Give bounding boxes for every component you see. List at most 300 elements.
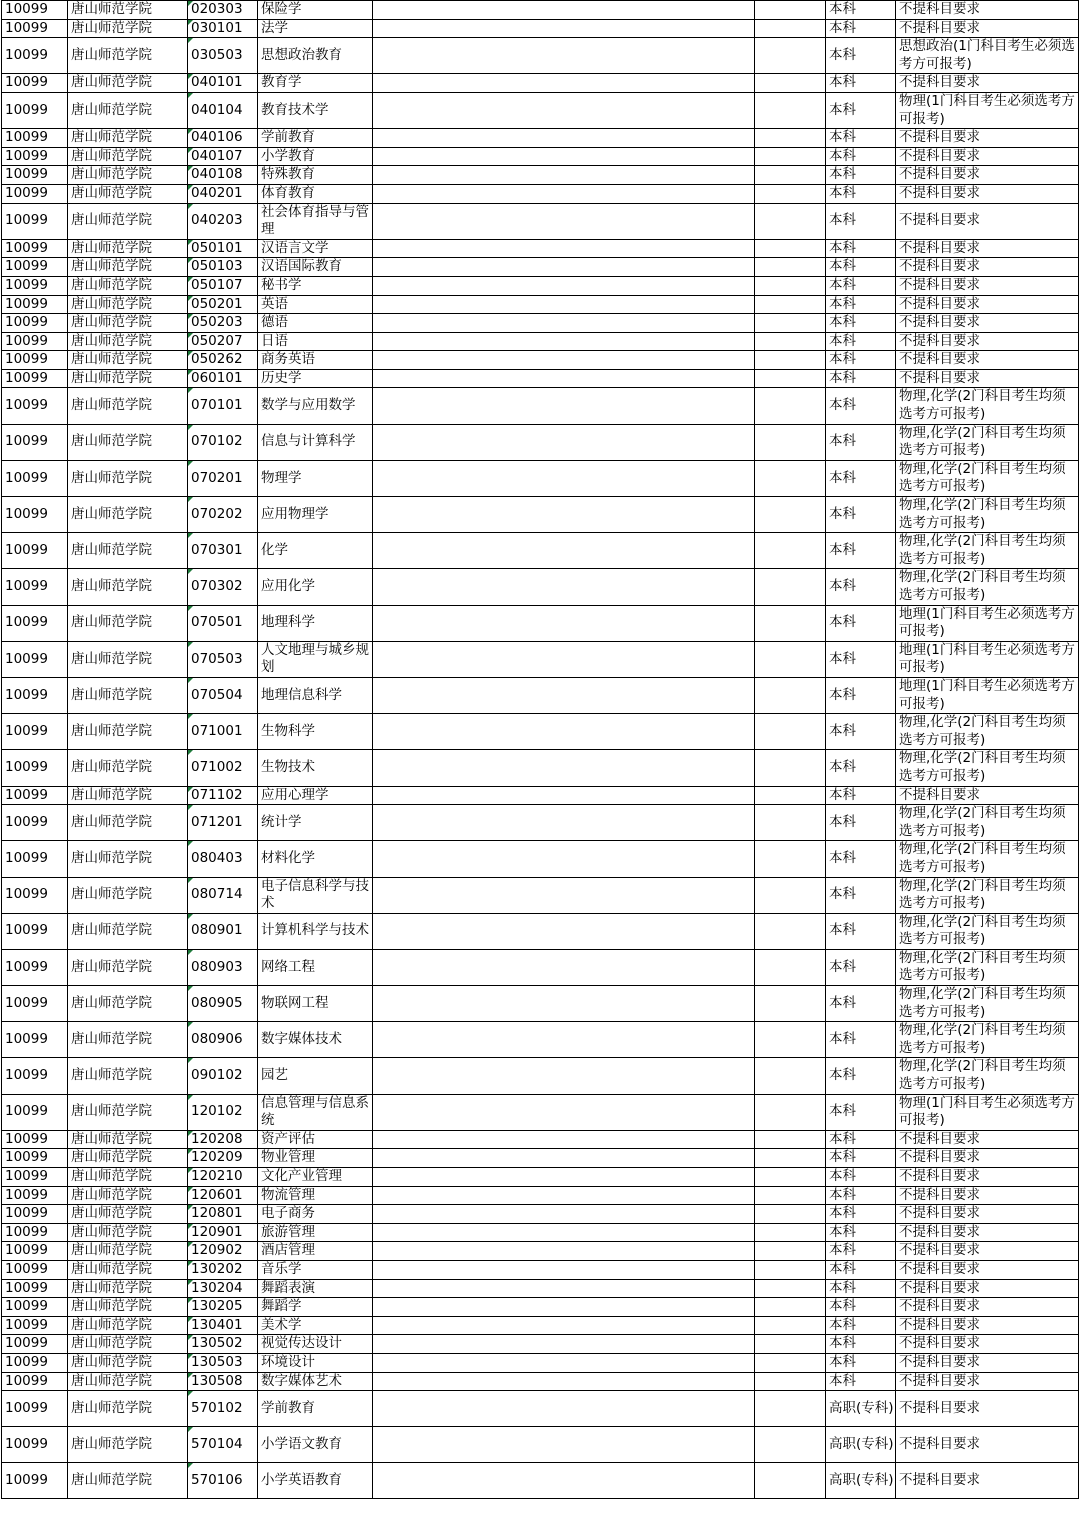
major-name-cell: 化学 <box>258 533 373 569</box>
major-name-cell: 数字媒体艺术 <box>258 1372 373 1391</box>
level-cell: 本科 <box>826 1353 896 1372</box>
requirement-cell: 物理,化学(2门科目考生均须选考方可报考) <box>896 1058 1079 1094</box>
table-row <box>2 184 1079 203</box>
school-code-cell: 10099 <box>2 1316 68 1335</box>
level-cell: 本科 <box>826 497 896 533</box>
major-code-cell: 040106 <box>188 129 258 148</box>
school-code-cell: 10099 <box>2 258 68 277</box>
requirement-cell: 不提科目要求 <box>896 1260 1079 1279</box>
school-code-cell: 10099 <box>2 19 68 38</box>
level-cell: 本科 <box>826 841 896 877</box>
school-name-cell: 唐山师范学院 <box>68 1372 188 1391</box>
requirement-cell: 不提科目要求 <box>896 1242 1079 1261</box>
major-name-cell: 音乐学 <box>258 1260 373 1279</box>
table-row <box>2 1279 1079 1298</box>
major-name-cell: 特殊教育 <box>258 166 373 185</box>
table-row <box>2 1223 1079 1242</box>
table-row <box>2 1335 1079 1354</box>
level-cell: 本科 <box>826 533 896 569</box>
major-name-cell: 材料化学 <box>258 841 373 877</box>
blank-cell <box>373 1463 755 1499</box>
school-name-cell: 唐山师范学院 <box>68 314 188 333</box>
major-code-cell: 120901 <box>188 1223 258 1242</box>
table-row <box>2 913 1079 949</box>
table-row <box>2 569 1079 605</box>
blank-cell <box>373 129 755 148</box>
blank-cell-2 <box>755 986 826 1022</box>
level-cell: 本科 <box>826 677 896 713</box>
table-row <box>2 1316 1079 1335</box>
table-row <box>2 533 1079 569</box>
major-name-cell: 美术学 <box>258 1316 373 1335</box>
requirement-cell: 不提科目要求 <box>896 1168 1079 1187</box>
blank-cell <box>373 605 755 641</box>
major-code-cell: 071001 <box>188 714 258 750</box>
requirement-cell: 不提科目要求 <box>896 351 1079 370</box>
level-cell: 本科 <box>826 877 896 913</box>
major-code-cell: 071201 <box>188 805 258 841</box>
blank-cell <box>373 805 755 841</box>
school-code-cell: 10099 <box>2 1205 68 1224</box>
blank-cell-2 <box>755 147 826 166</box>
major-name-cell: 舞蹈表演 <box>258 1279 373 1298</box>
table-row <box>2 1130 1079 1149</box>
level-cell: 本科 <box>826 239 896 258</box>
requirement-cell: 不提科目要求 <box>896 166 1079 185</box>
blank-cell-2 <box>755 1223 826 1242</box>
major-name-cell: 物理学 <box>258 460 373 496</box>
table-row <box>2 1022 1079 1058</box>
school-code-cell: 10099 <box>2 786 68 805</box>
blank-cell <box>373 1205 755 1224</box>
blank-cell <box>373 1298 755 1317</box>
blank-cell-2 <box>755 805 826 841</box>
requirement-cell: 物理,化学(2门科目考生均须选考方可报考) <box>896 949 1079 985</box>
level-cell: 本科 <box>826 424 896 460</box>
blank-cell-2 <box>755 38 826 74</box>
major-code-cell: 080403 <box>188 841 258 877</box>
major-code-cell: 040101 <box>188 74 258 93</box>
school-code-cell: 10099 <box>2 1427 68 1463</box>
major-code-cell: 570104 <box>188 1427 258 1463</box>
school-name-cell: 唐山师范学院 <box>68 1298 188 1317</box>
school-code-cell: 10099 <box>2 332 68 351</box>
school-name-cell: 唐山师范学院 <box>68 805 188 841</box>
school-code-cell: 10099 <box>2 276 68 295</box>
requirement-cell: 不提科目要求 <box>896 1186 1079 1205</box>
blank-cell <box>373 239 755 258</box>
requirement-cell: 物理,化学(2门科目考生均须选考方可报考) <box>896 460 1079 496</box>
school-code-cell: 10099 <box>2 295 68 314</box>
blank-cell <box>373 351 755 370</box>
school-name-cell: 唐山师范学院 <box>68 184 188 203</box>
blank-cell <box>373 497 755 533</box>
major-name-cell: 统计学 <box>258 805 373 841</box>
school-code-cell: 10099 <box>2 129 68 148</box>
blank-cell <box>373 1335 755 1354</box>
blank-cell <box>373 569 755 605</box>
level-cell: 本科 <box>826 295 896 314</box>
major-name-cell: 地理科学 <box>258 605 373 641</box>
table-row <box>2 1058 1079 1094</box>
school-name-cell: 唐山师范学院 <box>68 913 188 949</box>
blank-cell <box>373 1391 755 1427</box>
major-code-cell: 030503 <box>188 38 258 74</box>
blank-cell <box>373 460 755 496</box>
school-name-cell: 唐山师范学院 <box>68 1149 188 1168</box>
major-code-cell: 080901 <box>188 913 258 949</box>
school-name-cell: 唐山师范学院 <box>68 641 188 677</box>
major-code-cell: 050101 <box>188 239 258 258</box>
major-name-cell: 汉语言文学 <box>258 239 373 258</box>
level-cell: 本科 <box>826 351 896 370</box>
school-code-cell: 10099 <box>2 1 68 20</box>
school-name-cell: 唐山师范学院 <box>68 1463 188 1499</box>
major-name-cell: 酒店管理 <box>258 1242 373 1261</box>
school-name-cell: 唐山师范学院 <box>68 1427 188 1463</box>
school-name-cell: 唐山师范学院 <box>68 74 188 93</box>
major-code-cell: 120801 <box>188 1205 258 1224</box>
major-code-cell: 130204 <box>188 1279 258 1298</box>
major-code-cell: 080903 <box>188 949 258 985</box>
requirement-cell: 不提科目要求 <box>896 786 1079 805</box>
requirement-cell: 物理,化学(2门科目考生均须选考方可报考) <box>896 497 1079 533</box>
blank-cell <box>373 1353 755 1372</box>
level-cell: 本科 <box>826 332 896 351</box>
school-code-cell: 10099 <box>2 1149 68 1168</box>
major-name-cell: 应用心理学 <box>258 786 373 805</box>
table-row <box>2 497 1079 533</box>
level-cell: 本科 <box>826 641 896 677</box>
blank-cell <box>373 986 755 1022</box>
major-name-cell: 电子商务 <box>258 1205 373 1224</box>
table-row <box>2 1 1079 20</box>
table-row <box>2 841 1079 877</box>
school-name-cell: 唐山师范学院 <box>68 1335 188 1354</box>
school-name-cell: 唐山师范学院 <box>68 92 188 128</box>
requirement-cell: 不提科目要求 <box>896 1463 1079 1499</box>
blank-cell-2 <box>755 1298 826 1317</box>
school-name-cell: 唐山师范学院 <box>68 1353 188 1372</box>
blank-cell-2 <box>755 424 826 460</box>
table-row <box>2 1242 1079 1261</box>
major-code-cell: 120102 <box>188 1094 258 1130</box>
blank-cell-2 <box>755 641 826 677</box>
table-row <box>2 877 1079 913</box>
blank-cell-2 <box>755 332 826 351</box>
school-code-cell: 10099 <box>2 38 68 74</box>
blank-cell-2 <box>755 841 826 877</box>
table-row <box>2 92 1079 128</box>
major-name-cell: 法学 <box>258 19 373 38</box>
major-name-cell: 社会体育指导与管理 <box>258 203 373 239</box>
blank-cell-2 <box>755 605 826 641</box>
major-name-cell: 教育技术学 <box>258 92 373 128</box>
major-code-cell: 130502 <box>188 1335 258 1354</box>
level-cell: 本科 <box>826 1298 896 1317</box>
school-code-cell: 10099 <box>2 497 68 533</box>
requirement-cell: 地理(1门科目考生必须选考方可报考) <box>896 641 1079 677</box>
blank-cell <box>373 295 755 314</box>
school-code-cell: 10099 <box>2 1372 68 1391</box>
blank-cell <box>373 258 755 277</box>
major-code-cell: 070302 <box>188 569 258 605</box>
requirement-cell: 不提科目要求 <box>896 1223 1079 1242</box>
level-cell: 本科 <box>826 1372 896 1391</box>
table-row <box>2 677 1079 713</box>
school-code-cell: 10099 <box>2 1130 68 1149</box>
major-name-cell: 物流管理 <box>258 1186 373 1205</box>
school-name-cell: 唐山师范学院 <box>68 786 188 805</box>
blank-cell-2 <box>755 569 826 605</box>
major-name-cell: 汉语国际教育 <box>258 258 373 277</box>
major-name-cell: 旅游管理 <box>258 1223 373 1242</box>
major-code-cell: 130503 <box>188 1353 258 1372</box>
level-cell: 本科 <box>826 184 896 203</box>
requirement-cell: 不提科目要求 <box>896 239 1079 258</box>
school-code-cell: 10099 <box>2 986 68 1022</box>
table-row <box>2 1260 1079 1279</box>
level-cell: 本科 <box>826 605 896 641</box>
major-name-cell: 学前教育 <box>258 1391 373 1427</box>
requirement-cell: 不提科目要求 <box>896 369 1079 388</box>
major-code-cell: 080906 <box>188 1022 258 1058</box>
major-code-cell: 080905 <box>188 986 258 1022</box>
blank-cell <box>373 1279 755 1298</box>
blank-cell <box>373 92 755 128</box>
major-name-cell: 舞蹈学 <box>258 1298 373 1317</box>
major-code-cell: 130205 <box>188 1298 258 1317</box>
table-row <box>2 1427 1079 1463</box>
major-name-cell: 信息与计算科学 <box>258 424 373 460</box>
blank-cell-2 <box>755 1022 826 1058</box>
requirement-cell: 不提科目要求 <box>896 332 1079 351</box>
blank-cell-2 <box>755 74 826 93</box>
school-code-cell: 10099 <box>2 1186 68 1205</box>
blank-cell-2 <box>755 1391 826 1427</box>
blank-cell-2 <box>755 1242 826 1261</box>
table-row <box>2 1205 1079 1224</box>
major-name-cell: 学前教育 <box>258 129 373 148</box>
level-cell: 本科 <box>826 750 896 786</box>
level-cell: 本科 <box>826 460 896 496</box>
blank-cell <box>373 714 755 750</box>
blank-cell <box>373 1223 755 1242</box>
level-cell: 本科 <box>826 369 896 388</box>
major-name-cell: 商务英语 <box>258 351 373 370</box>
school-code-cell: 10099 <box>2 1463 68 1499</box>
requirement-cell: 物理,化学(2门科目考生均须选考方可报考) <box>896 750 1079 786</box>
major-code-cell: 570106 <box>188 1463 258 1499</box>
school-code-cell: 10099 <box>2 239 68 258</box>
blank-cell <box>373 1094 755 1130</box>
major-code-cell: 120902 <box>188 1242 258 1261</box>
school-code-cell: 10099 <box>2 1094 68 1130</box>
school-name-cell: 唐山师范学院 <box>68 351 188 370</box>
requirement-cell: 不提科目要求 <box>896 19 1079 38</box>
level-cell: 本科 <box>826 786 896 805</box>
blank-cell-2 <box>755 533 826 569</box>
level-cell: 本科 <box>826 1058 896 1094</box>
requirement-cell: 物理(1门科目考生必须选考方可报考) <box>896 1094 1079 1130</box>
major-code-cell: 070501 <box>188 605 258 641</box>
table-row <box>2 129 1079 148</box>
major-name-cell: 园艺 <box>258 1058 373 1094</box>
blank-cell-2 <box>755 1372 826 1391</box>
table-row <box>2 1463 1079 1499</box>
blank-cell-2 <box>755 239 826 258</box>
requirement-cell: 不提科目要求 <box>896 147 1079 166</box>
school-name-cell: 唐山师范学院 <box>68 460 188 496</box>
school-code-cell: 10099 <box>2 533 68 569</box>
blank-cell <box>373 1022 755 1058</box>
school-name-cell: 唐山师范学院 <box>68 424 188 460</box>
major-code-cell: 050107 <box>188 276 258 295</box>
table-row <box>2 147 1079 166</box>
school-code-cell: 10099 <box>2 424 68 460</box>
table-row <box>2 166 1079 185</box>
school-code-cell: 10099 <box>2 805 68 841</box>
major-name-cell: 网络工程 <box>258 949 373 985</box>
major-name-cell: 物业管理 <box>258 1149 373 1168</box>
blank-cell-2 <box>755 258 826 277</box>
blank-cell <box>373 369 755 388</box>
school-name-cell: 唐山师范学院 <box>68 497 188 533</box>
table-row <box>2 605 1079 641</box>
school-code-cell: 10099 <box>2 388 68 424</box>
blank-cell <box>373 750 755 786</box>
level-cell: 本科 <box>826 92 896 128</box>
school-code-cell: 10099 <box>2 1260 68 1279</box>
blank-cell <box>373 314 755 333</box>
requirement-cell: 思想政治(1门科目考生必须选考方可报考) <box>896 38 1079 74</box>
blank-cell-2 <box>755 877 826 913</box>
requirement-cell: 不提科目要求 <box>896 129 1079 148</box>
level-cell: 本科 <box>826 1242 896 1261</box>
school-name-cell: 唐山师范学院 <box>68 1260 188 1279</box>
school-name-cell: 唐山师范学院 <box>68 533 188 569</box>
level-cell: 本科 <box>826 1205 896 1224</box>
blank-cell-2 <box>755 129 826 148</box>
blank-cell <box>373 147 755 166</box>
blank-cell-2 <box>755 1168 826 1187</box>
major-name-cell: 德语 <box>258 314 373 333</box>
school-name-cell: 唐山师范学院 <box>68 388 188 424</box>
school-code-cell: 10099 <box>2 166 68 185</box>
level-cell: 本科 <box>826 388 896 424</box>
requirement-cell: 物理,化学(2门科目考生均须选考方可报考) <box>896 913 1079 949</box>
level-cell: 本科 <box>826 1130 896 1149</box>
major-name-cell: 思想政治教育 <box>258 38 373 74</box>
requirement-cell: 地理(1门科目考生必须选考方可报考) <box>896 605 1079 641</box>
major-name-cell: 资产评估 <box>258 1130 373 1149</box>
major-code-cell: 070202 <box>188 497 258 533</box>
school-name-cell: 唐山师范学院 <box>68 605 188 641</box>
requirement-cell: 物理,化学(2门科目考生均须选考方可报考) <box>896 986 1079 1022</box>
blank-cell <box>373 74 755 93</box>
blank-cell-2 <box>755 19 826 38</box>
blank-cell <box>373 1316 755 1335</box>
level-cell: 本科 <box>826 19 896 38</box>
level-cell: 本科 <box>826 38 896 74</box>
blank-cell-2 <box>755 460 826 496</box>
major-name-cell: 体育教育 <box>258 184 373 203</box>
major-code-cell: 050262 <box>188 351 258 370</box>
school-name-cell: 唐山师范学院 <box>68 1 188 20</box>
blank-cell <box>373 332 755 351</box>
level-cell: 高职(专科) <box>826 1463 896 1499</box>
school-code-cell: 10099 <box>2 314 68 333</box>
major-code-cell: 070102 <box>188 424 258 460</box>
school-code-cell: 10099 <box>2 1168 68 1187</box>
blank-cell <box>373 1372 755 1391</box>
school-code-cell: 10099 <box>2 184 68 203</box>
blank-cell <box>373 424 755 460</box>
blank-cell-2 <box>755 913 826 949</box>
school-name-cell: 唐山师范学院 <box>68 1022 188 1058</box>
school-code-cell: 10099 <box>2 369 68 388</box>
blank-cell-2 <box>755 1335 826 1354</box>
requirement-cell: 不提科目要求 <box>896 276 1079 295</box>
requirement-cell: 物理,化学(2门科目考生均须选考方可报考) <box>896 424 1079 460</box>
requirement-cell: 不提科目要求 <box>896 184 1079 203</box>
blank-cell-2 <box>755 1094 826 1130</box>
major-code-cell: 050203 <box>188 314 258 333</box>
table-row <box>2 351 1079 370</box>
school-name-cell: 唐山师范学院 <box>68 147 188 166</box>
level-cell: 本科 <box>826 805 896 841</box>
school-code-cell: 10099 <box>2 841 68 877</box>
blank-cell-2 <box>755 1279 826 1298</box>
major-code-cell: 050207 <box>188 332 258 351</box>
table-row <box>2 1168 1079 1187</box>
table-row <box>2 1094 1079 1130</box>
school-name-cell: 唐山师范学院 <box>68 295 188 314</box>
requirement-cell: 物理(1门科目考生必须选考方可报考) <box>896 92 1079 128</box>
major-code-cell: 080714 <box>188 877 258 913</box>
level-cell: 本科 <box>826 1223 896 1242</box>
major-name-cell: 应用化学 <box>258 569 373 605</box>
blank-cell-2 <box>755 1058 826 1094</box>
major-code-cell: 120209 <box>188 1149 258 1168</box>
major-code-cell: 071002 <box>188 750 258 786</box>
level-cell: 本科 <box>826 986 896 1022</box>
blank-cell-2 <box>755 497 826 533</box>
major-name-cell: 教育学 <box>258 74 373 93</box>
level-cell: 本科 <box>826 1168 896 1187</box>
major-code-cell: 070101 <box>188 388 258 424</box>
major-code-cell: 570102 <box>188 1391 258 1427</box>
major-code-cell: 070503 <box>188 641 258 677</box>
table-row <box>2 369 1079 388</box>
school-name-cell: 唐山师范学院 <box>68 1279 188 1298</box>
requirement-cell: 不提科目要求 <box>896 1149 1079 1168</box>
table-row <box>2 986 1079 1022</box>
requirement-cell: 不提科目要求 <box>896 1 1079 20</box>
blank-cell-2 <box>755 714 826 750</box>
major-code-cell: 090102 <box>188 1058 258 1094</box>
level-cell: 本科 <box>826 147 896 166</box>
school-name-cell: 唐山师范学院 <box>68 677 188 713</box>
level-cell: 高职(专科) <box>826 1427 896 1463</box>
school-name-cell: 唐山师范学院 <box>68 258 188 277</box>
school-code-cell: 10099 <box>2 641 68 677</box>
school-code-cell: 10099 <box>2 714 68 750</box>
level-cell: 本科 <box>826 129 896 148</box>
level-cell: 本科 <box>826 1 896 20</box>
table-row <box>2 949 1079 985</box>
requirement-cell: 地理(1门科目考生必须选考方可报考) <box>896 677 1079 713</box>
